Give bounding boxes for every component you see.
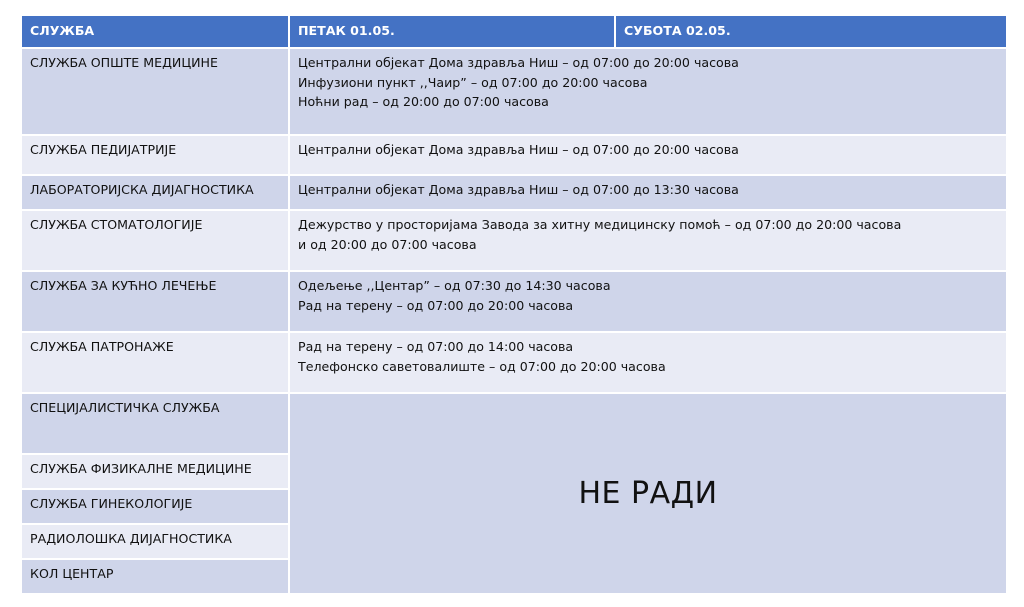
service-name: СЛУЖБА ПЕДИЈАТРИЈЕ (21, 135, 289, 175)
schedule-line: Централни објекат Дома здравља Ниш – од 07:00 до 13:30 часова (298, 182, 739, 197)
closed-label: НЕ РАДИ (289, 393, 1007, 594)
schedule-cell (289, 135, 1007, 175)
table-row (21, 135, 1007, 175)
schedule-cell (289, 332, 1007, 393)
schedule-line: Ноћни рад – од 20:00 до 07:00 часова (298, 94, 549, 109)
header-friday: ПЕТАК 01.05. (289, 15, 615, 48)
table-row (21, 175, 1007, 210)
schedule-line: Рад на терену – од 07:00 до 14:00 часова (298, 339, 574, 354)
schedule-line: Централни објекат Дома здравља Ниш – од 07:00 до 20:00 часова (298, 142, 739, 157)
closed-service-name: СЛУЖБА ГИНЕКОЛОГИЈЕ (21, 489, 289, 524)
service-name: ЛАБОРАТОРИЈСКА ДИЈАГНОСТИКА (21, 175, 289, 210)
table-row (21, 332, 1007, 393)
table-row (21, 393, 1007, 454)
service-name: СЛУЖБА ОПШТЕ МЕДИЦИНЕ (21, 48, 289, 135)
schedule-line: Централни објекат Дома здравља Ниш – од 07:00 до 20:00 часова (298, 55, 739, 70)
header-service: СЛУЖБА (21, 15, 289, 48)
closed-service-name: РАДИОЛОШКА ДИЈАГНОСТИКА (21, 524, 289, 559)
schedule-line: Дежурство у просторијама Завода за хитну медицинску помоћ – од 07:00 до 20:00 часова (298, 217, 902, 232)
closed-service-name: СЛУЖБА ФИЗИКАЛНЕ МЕДИЦИНЕ (21, 454, 289, 489)
schedule-line: Одељење ,,Центар” – од 07:30 до 14:30 часова (298, 278, 611, 293)
schedule-line: Телефонско саветовалиште – од 07:00 до 20:00 часова (298, 358, 666, 374)
schedule-cell (289, 48, 1007, 135)
schedule-line: Рад на терену – од 07:00 до 20:00 часова (298, 297, 574, 313)
schedule-cell (289, 210, 1007, 271)
table-row (21, 271, 1007, 332)
table-row (21, 48, 1007, 135)
service-name: СЛУЖБА ЗА КУЋНО ЛЕЧЕЊЕ (21, 271, 289, 332)
schedule-line: Инфузиони пункт ,,Чаир” – од 07:00 до 20:00 часова (298, 74, 648, 90)
service-name: СЛУЖБА ПАТРОНАЖЕ (21, 332, 289, 393)
service-name: СЛУЖБА СТОМАТОЛОГИЈЕ (21, 210, 289, 271)
closed-service-name: СПЕЦИЈАЛИСТИЧКА СЛУЖБА (21, 393, 289, 454)
closed-service-name: КОЛ ЦЕНТАР (21, 559, 289, 594)
header-saturday: СУБОТА 02.05. (615, 15, 1007, 48)
schedule-table (20, 14, 1008, 595)
schedule-cell (289, 175, 1007, 210)
schedule-cell (289, 271, 1007, 332)
header-row (21, 15, 1007, 48)
schedule-line: и од 20:00 до 07:00 часова (298, 236, 477, 252)
table-row (21, 210, 1007, 271)
